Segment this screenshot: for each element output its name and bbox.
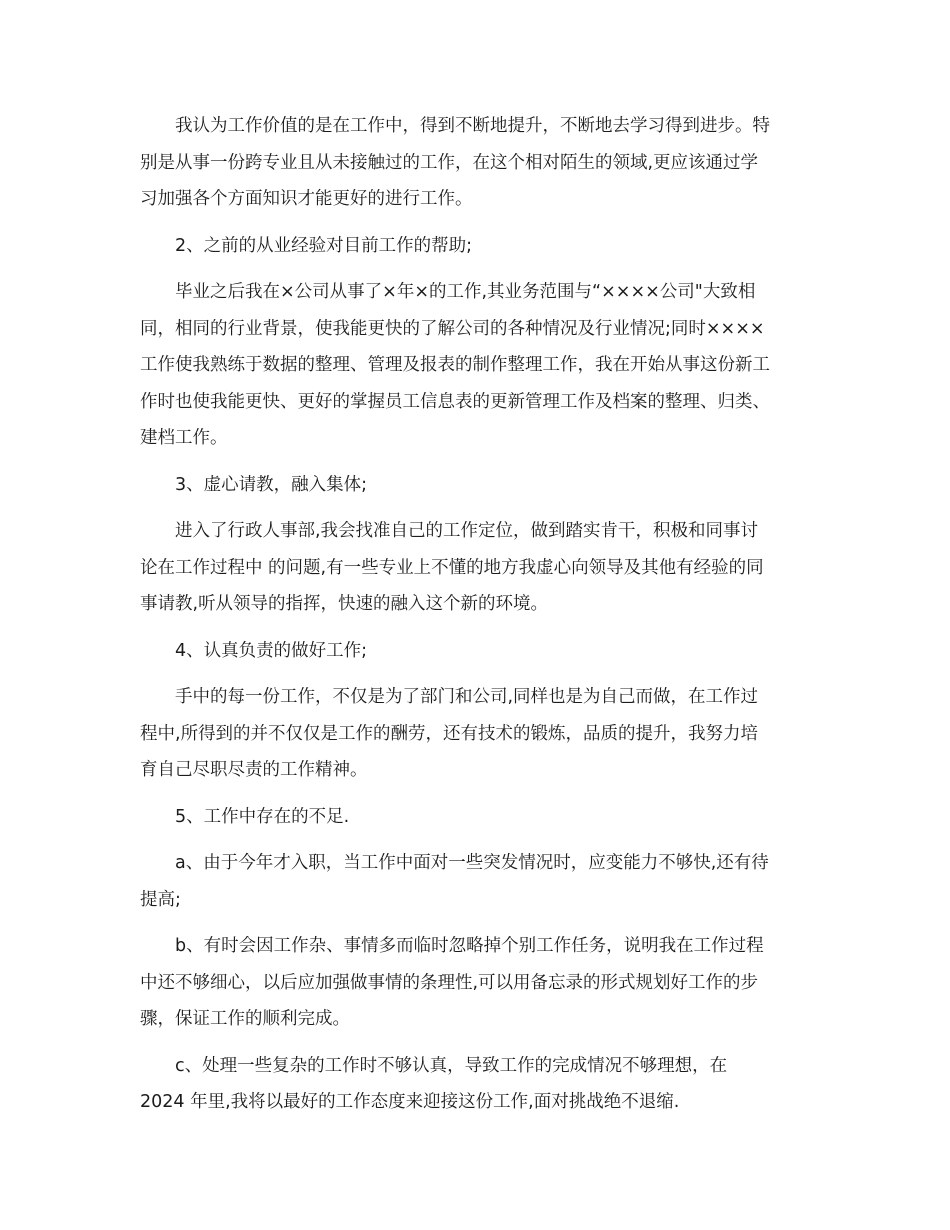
text-line: 毕业之后我在×公司从事了×年×的工作,其业务范围与“××××公司"大致相 (175, 282, 756, 302)
document-body (140, 108, 812, 1131)
paragraph-work-value (140, 108, 812, 218)
section-heading-3 (140, 467, 812, 504)
text-line: 程中,所得到的并不仅仅是工作的酬劳，还有技术的锻炼，品质的提升，我努力培 (140, 723, 759, 744)
text-line: 别是从事一份跨专业且从未接触过的工作，在这个相对陌生的领域,更应该通过学 (140, 152, 759, 173)
paragraph-shortcoming-c (140, 1048, 812, 1121)
text-line: a、由于今年才入职，当工作中面对一些突发情况时，应变能力不够快,还有待 (175, 853, 769, 873)
text-line: 作时也使我能更快、更好的掌握员工信息表的更新管理工作及档案的整理、归类、 (140, 391, 770, 412)
heading-text: 3、虚心请教，融入集体; (175, 474, 368, 495)
text-line: 论在工作过程中 的问题,有一些专业上不懂的地方我虚心向领导及其他有经验的同 (140, 557, 764, 578)
paragraph-experience (140, 274, 812, 457)
text-line: 事请教,听从领导的指挥，快速的融入这个新的环境。 (140, 594, 549, 614)
section-heading-5 (140, 799, 812, 836)
text-line: b、有时会因工作杂、事情多而临时忽略掉个别工作任务，说明我在工作过程 (175, 936, 764, 956)
text-line: 进入了行政人事部,我会找准自己的工作定位，做到踏实肯干，积极和同事讨 (175, 521, 759, 541)
paragraph-integration (140, 513, 812, 623)
text-line: 我认为工作价值的是在工作中，得到不断地提升，不断地去学习得到进步。特 (175, 116, 770, 136)
text-line: 工作使我熟练于数据的整理、管理及报表的制作整理工作，我在开始从事这份新工 (140, 355, 770, 375)
paragraph-shortcoming-b (140, 928, 812, 1038)
text-line: 习加强各个方面知识才能更好的进行工作。 (140, 189, 473, 209)
text-line: 中还不够细心，以后应加强做事情的条理性,可以用备忘录的形式规划好工作的步 (140, 972, 759, 993)
section-heading-2 (140, 228, 812, 265)
text-line: 手中的每一份工作，不仅是为了部门和公司,同样也是为自己而做，在工作过 (175, 687, 759, 707)
paragraph-shortcoming-a (140, 845, 812, 918)
paragraph-responsibility (140, 679, 812, 789)
text-line: 同，相同的行业背景，使我能更快的了解公司的各种情况及行业情况;同时×××× (140, 318, 765, 339)
section-heading-4 (140, 633, 812, 670)
text-line: 2024 年里,我将以最好的工作态度来迎接这份工作,面对挑战绝不退缩. (140, 1092, 680, 1112)
text-line: 骤，保证工作的顺利完成。 (140, 1009, 350, 1029)
heading-text: 5、工作中存在的不足. (175, 806, 350, 827)
text-line: 建档工作。 (140, 428, 228, 448)
heading-text: 2、之前的从业经验对目前工作的帮助; (175, 235, 473, 256)
text-line: 育自己尽职尽责的工作精神。 (140, 760, 368, 780)
heading-text: 4、认真负责的做好工作; (175, 640, 368, 661)
text-line: c、处理一些复杂的工作时不够认真，导致工作的完成情况不够理想，在 (175, 1055, 728, 1076)
text-line: 提高; (140, 889, 181, 910)
